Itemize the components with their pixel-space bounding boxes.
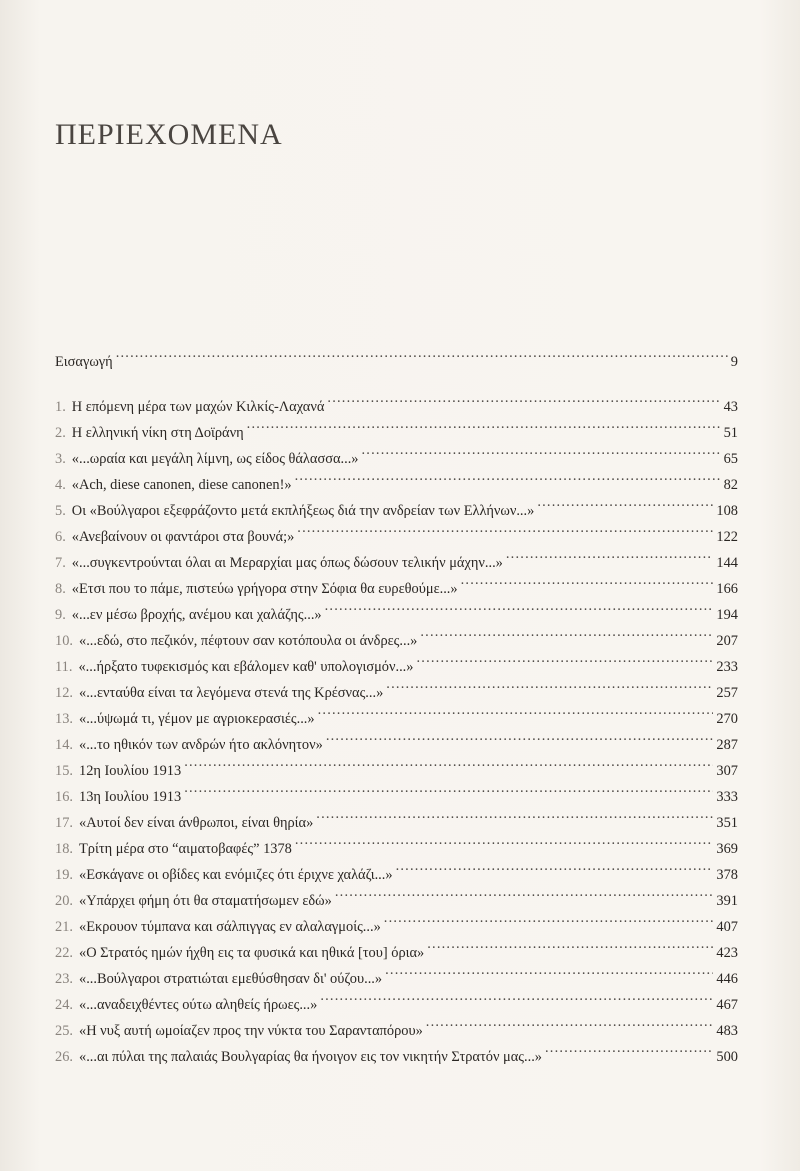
toc-entry-page: 467: [716, 997, 738, 1013]
dot-leader: [461, 567, 714, 593]
toc-entry-number: 26.: [55, 1049, 73, 1065]
toc-entry-title: Η επόμενη μέρα των μαχών Κιλκίς-Λαχανά: [71, 399, 325, 415]
toc-entry-page: 307: [716, 763, 738, 779]
toc-entry-number: 1.: [55, 399, 66, 415]
toc-entry-page: 65: [723, 451, 738, 467]
dot-leader: [318, 697, 714, 723]
toc-entry-number: 17.: [55, 815, 73, 831]
toc-entry-number: 19.: [55, 867, 73, 883]
toc-entry-title: «...ύψωμά τι, γέμον με αγριοκερασιές...»: [79, 711, 315, 727]
toc-entry-title: «Η νυξ αυτή ωμοίαζεν προς την νύκτα του Σαρανταπόρου»: [79, 1023, 423, 1039]
toc-entry-page: 423: [716, 945, 738, 961]
toc-entry-title: «...αι πύλαι της παλαιάς Βουλγαρίας θα ήνοιγον εις τον νικητήν Στρατόν μας...»: [79, 1049, 542, 1065]
toc-entry-number: 25.: [55, 1023, 73, 1039]
toc-entry-page: 446: [716, 971, 738, 987]
toc-entry-number: 15.: [55, 763, 73, 779]
toc-entry-number: 7.: [55, 555, 66, 571]
toc-entry-number: 21.: [55, 919, 73, 935]
toc-entry-title: Εισαγωγή: [55, 354, 113, 370]
dot-leader: [537, 489, 713, 515]
toc-entry-number: 14.: [55, 737, 73, 753]
toc-entry-title: «...εν μέσω βροχής, ανέμου και χαλάζης...»: [71, 607, 322, 623]
toc-entry-page: 194: [716, 607, 738, 623]
toc-entry-page: 108: [716, 503, 738, 519]
toc-entry-page: 51: [723, 425, 738, 441]
toc-entry-page: 333: [716, 789, 738, 805]
dot-leader: [247, 411, 721, 437]
dot-leader: [326, 723, 714, 749]
toc-entry-number: 2.: [55, 425, 66, 441]
dot-leader: [545, 1035, 713, 1061]
toc-entry-page: 287: [716, 737, 738, 753]
toc-entry-title: «...ωραία και μεγάλη λίμνη, ως είδος θάλασσα...»: [71, 451, 359, 467]
toc-entry-title: «...το ηθικόν των ανδρών ήτο ακλόνητον»: [79, 737, 323, 753]
toc-entry-page: 257: [716, 685, 738, 701]
toc-entry-page: 43: [723, 399, 738, 415]
toc-entry-page: 351: [716, 815, 738, 831]
toc-entry-page: 122: [716, 529, 738, 545]
toc-entry-page: 144: [716, 555, 738, 571]
toc-entry-title: «...συγκεντρούνται όλαι αι Μεραρχίαι μας όπως δώσουν τελικήν μάχην...»: [71, 555, 503, 571]
toc-entry-title: 12η Ιουλίου 1913: [79, 763, 182, 779]
dot-leader: [362, 437, 721, 463]
toc-entry-number: 20.: [55, 893, 73, 909]
toc-entry-title: «...ενταύθα είναι τα λεγόμενα στενά της Κρέσνας...»: [79, 685, 384, 701]
toc-entry-page: 369: [716, 841, 738, 857]
toc-entry-number: 10.: [55, 633, 73, 649]
toc-entry-page: 166: [716, 581, 738, 597]
toc-entry-page: 378: [716, 867, 738, 883]
toc-entry-title: Η ελληνική νίκη στη Δοϊράνη: [71, 425, 244, 441]
toc-entry-title: «Εκρουον τύμπανα και σάλπιγγας εν αλαλαγμοίς...»: [79, 919, 381, 935]
dot-leader: [320, 983, 713, 1009]
toc-entry-title: «Αυτοί δεν είναι άνθρωποι, είναι θηρία»: [79, 815, 314, 831]
toc-entry-page: 233: [716, 659, 738, 675]
toc-entry-title: «Ανεβαίνουν οι φαντάροι στα βουνά;»: [71, 529, 295, 545]
toc-entry-page: 207: [716, 633, 738, 649]
toc-entry-number: 23.: [55, 971, 73, 987]
toc-entry-title: Οι «Βούλγαροι εξεφράζοντο μετά εκπλήξεως διά την ανδρείαν των Ελλήνων...»: [71, 503, 535, 519]
dot-leader: [420, 619, 713, 645]
toc-entry-page: 270: [716, 711, 738, 727]
toc-entry-number: 16.: [55, 789, 73, 805]
toc-entry-page: 500: [716, 1049, 738, 1065]
dot-leader: [416, 645, 713, 671]
toc-entry-number: 8.: [55, 581, 66, 597]
dot-leader: [295, 827, 714, 853]
toc-entry-list: [55, 385, 738, 1065]
table-of-contents: [55, 340, 738, 1065]
dot-leader: [396, 853, 714, 879]
toc-entry-number: 6.: [55, 529, 66, 545]
dot-leader: [295, 463, 721, 489]
toc-entry-number: 13.: [55, 711, 73, 727]
dot-leader: [116, 340, 728, 366]
toc-entry-title: «Ο Στρατός ημών ήχθη εις τα φυσικά και ηθικά [του] όρια»: [79, 945, 425, 961]
toc-entry-title: «Ach, diese canonen, diese canonen!»: [71, 477, 292, 493]
toc-entry-title: 13η Ιουλίου 1913: [79, 789, 182, 805]
toc-entry-title: «Ετσι που το πάμε, πιστεύω γρήγορα στην Σόφια θα ευρεθούμε...»: [71, 581, 458, 597]
dot-leader: [184, 749, 713, 775]
dot-leader: [384, 905, 714, 931]
toc-entry-number: 18.: [55, 841, 73, 857]
toc-entry-number: 4.: [55, 477, 66, 493]
page-title: ΠΕΡΙΕΧΟΜΕΝΑ: [55, 118, 283, 151]
toc-entry-page: 483: [716, 1023, 738, 1039]
toc-entry-page: 9: [730, 354, 738, 370]
toc-entry-number: 24.: [55, 997, 73, 1013]
toc-entry-page: 82: [723, 477, 738, 493]
dot-leader: [297, 515, 713, 541]
toc-entry: [55, 385, 738, 415]
toc-entry-title: «...εδώ, στο πεζικόν, πέφτουν σαν κοτόπουλα οι άνδρες...»: [79, 633, 418, 649]
dot-leader: [385, 957, 713, 983]
toc-entry-number: 5.: [55, 503, 66, 519]
dot-leader: [327, 385, 720, 411]
toc-entry-page: 407: [716, 919, 738, 935]
toc-entry-title: «...Βούλγαροι στρατιώται εμεθύσθησαν δι' ούζου...»: [79, 971, 383, 987]
dot-leader: [426, 1009, 714, 1035]
dot-leader: [427, 931, 713, 957]
toc-entry-number: 3.: [55, 451, 66, 467]
dot-leader: [184, 775, 713, 801]
toc-entry-intro: [55, 340, 738, 370]
toc-entry-title: «...ήρξατο τυφεκισμός και εβάλομεν καθ' υπολογισμόν...»: [78, 659, 414, 675]
toc-entry-number: 12.: [55, 685, 73, 701]
dot-leader: [386, 671, 713, 697]
toc-entry-title: «Υπάρχει φήμη ότι θα σταματήσωμεν εδώ»: [79, 893, 332, 909]
dot-leader: [316, 801, 713, 827]
toc-entry-number: 11.: [55, 659, 73, 675]
toc-entry-number: 9.: [55, 607, 66, 623]
toc-entry-number: 22.: [55, 945, 73, 961]
dot-leader: [325, 593, 714, 619]
toc-entry-page: 391: [716, 893, 738, 909]
dot-leader: [506, 541, 714, 567]
toc-entry-title: «Εσκάγανε οι οβίδες και ενόμιζες ότι έριχνε χαλάζι...»: [79, 867, 393, 883]
toc-entry-title: Τρίτη μέρα στο “αιματοβαφές” 1378: [79, 841, 292, 857]
toc-entry-title: «...αναδειχθέντες ούτω αληθείς ήρωες...»: [79, 997, 318, 1013]
dot-leader: [335, 879, 714, 905]
